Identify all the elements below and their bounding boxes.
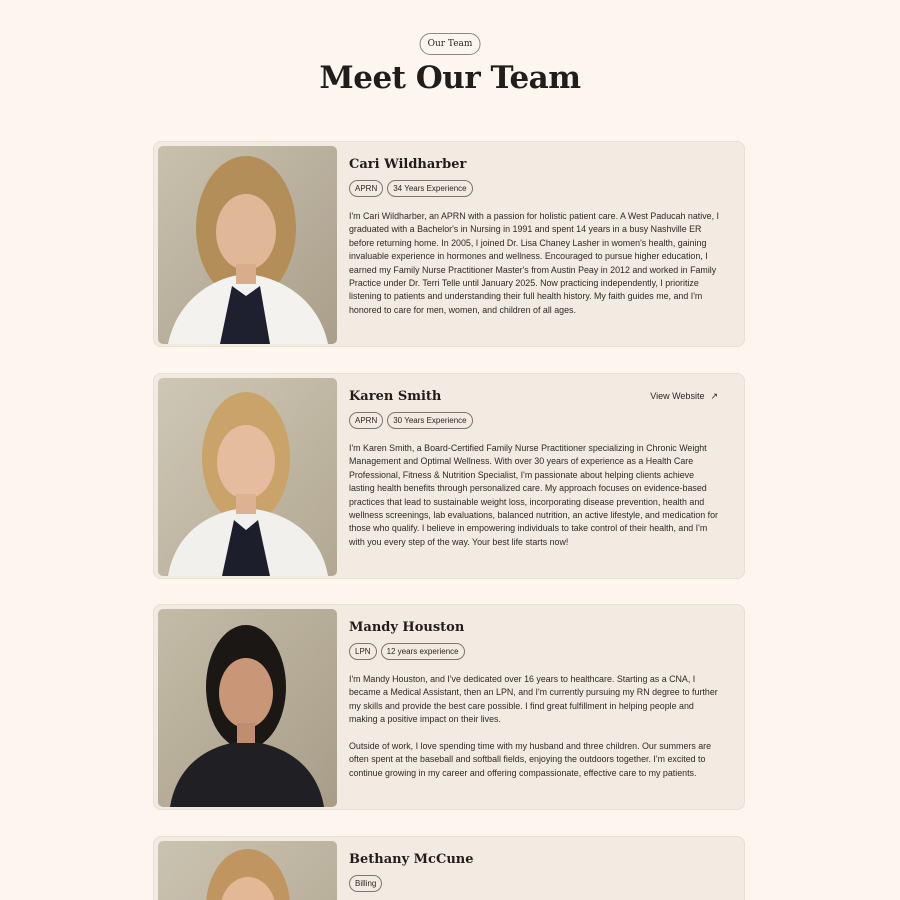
team-card [153, 836, 745, 900]
bio-paragraph: I'm Mandy Houston, and I've dedicated over 16 years to healthcare. Starting as a CNA, I became a Medical Assistant, then an LPN, and I'm currently pursuing my RN degree to further my skills and provide the best care possible. I find great fulfillment in helping people and making a positive impact on their lives. [349, 674, 718, 725]
team-member-name: Cari Wildharber [349, 157, 467, 172]
team-member-name: Bethany McCune [349, 852, 474, 867]
experience-badge: 34 Years Experience [387, 180, 472, 197]
section-tag: Our Team [420, 33, 481, 55]
team-bio [349, 210, 721, 331]
portrait-image [158, 146, 337, 344]
bio-paragraph: I'm Karen Smith, a Board-Certified Family Nurse Practitioner specializing in Chronic Weight Management and Optimal Wellness. With over 30 years of experience as a Health Care Professional, Fitness & Nutrition Specialist, I'm passionate about helping clients achieve lasting health benefits through personalized care. My approach focuses on evidence-based practices that lead to sustainable weight loss, incorporating disease prevention, health and wellness screenings, lab evaluations, balanced nutrition, an active lifestyle, and medication for those who qualify. I believe in empowering individuals to take control of their health, and I'm with you every step of the way. Your best life starts now! [349, 443, 719, 547]
badge-row [349, 180, 473, 197]
role-badge: LPN [349, 643, 377, 660]
team-photo [158, 609, 337, 807]
experience-badge: 30 Years Experience [387, 412, 472, 429]
team-photo [158, 378, 337, 576]
view-website-link[interactable] [650, 391, 718, 402]
badge-row [349, 412, 473, 429]
view-website-label: View Website [650, 391, 705, 401]
team-card [153, 604, 745, 810]
bio-paragraph: I'm Cari Wildharber, an APRN with a passion for holistic patient care. A West Paducah native, I graduated with a Bachelor's in Nursing in 1991 and spent 14 years in a busy Nashville ER before returning home. In 2005, I joined Dr. Lisa Chaney Lasher in women's health, gaining invaluable experience in hormones and wellness. Encouraged to pursue higher education, I earned my Family Nurse Practitioner Master's from Austin Peay in 2012 and worked in Family Practice under Dr. Terri Telle until January 2025. Now practicing independently, I prioritize listening to patients and understanding their full health history. My faith guides me, and I'm honored to care for men, women, and children of all ages. [349, 211, 720, 315]
team-bio [349, 442, 721, 563]
bio-paragraph: Outside of work, I love spending time with my husband and three children. Our summers are often spent at the baseball and softball fields, enjoying the outdoors together. I'm excited to continue growing in my career and offering compassionate, effective care to my patients. [349, 741, 712, 778]
team-member-name: Mandy Houston [349, 620, 465, 635]
page-title: Meet Our Team [319, 60, 581, 96]
badge-row [349, 875, 382, 892]
portrait-image [158, 609, 337, 807]
role-badge: Billing [349, 875, 382, 892]
portrait-image [158, 378, 337, 576]
team-photo [158, 841, 337, 900]
team-member-name: Karen Smith [349, 389, 442, 404]
badge-row [349, 643, 465, 660]
portrait-image [158, 841, 337, 900]
arrow-up-right-icon: ↗ [710, 391, 718, 401]
role-badge: APRN [349, 180, 383, 197]
experience-badge: 12 years experience [381, 643, 465, 660]
team-card [153, 373, 745, 579]
role-badge: APRN [349, 412, 383, 429]
team-photo [158, 146, 337, 344]
team-card [153, 141, 745, 347]
team-bio [349, 673, 721, 794]
